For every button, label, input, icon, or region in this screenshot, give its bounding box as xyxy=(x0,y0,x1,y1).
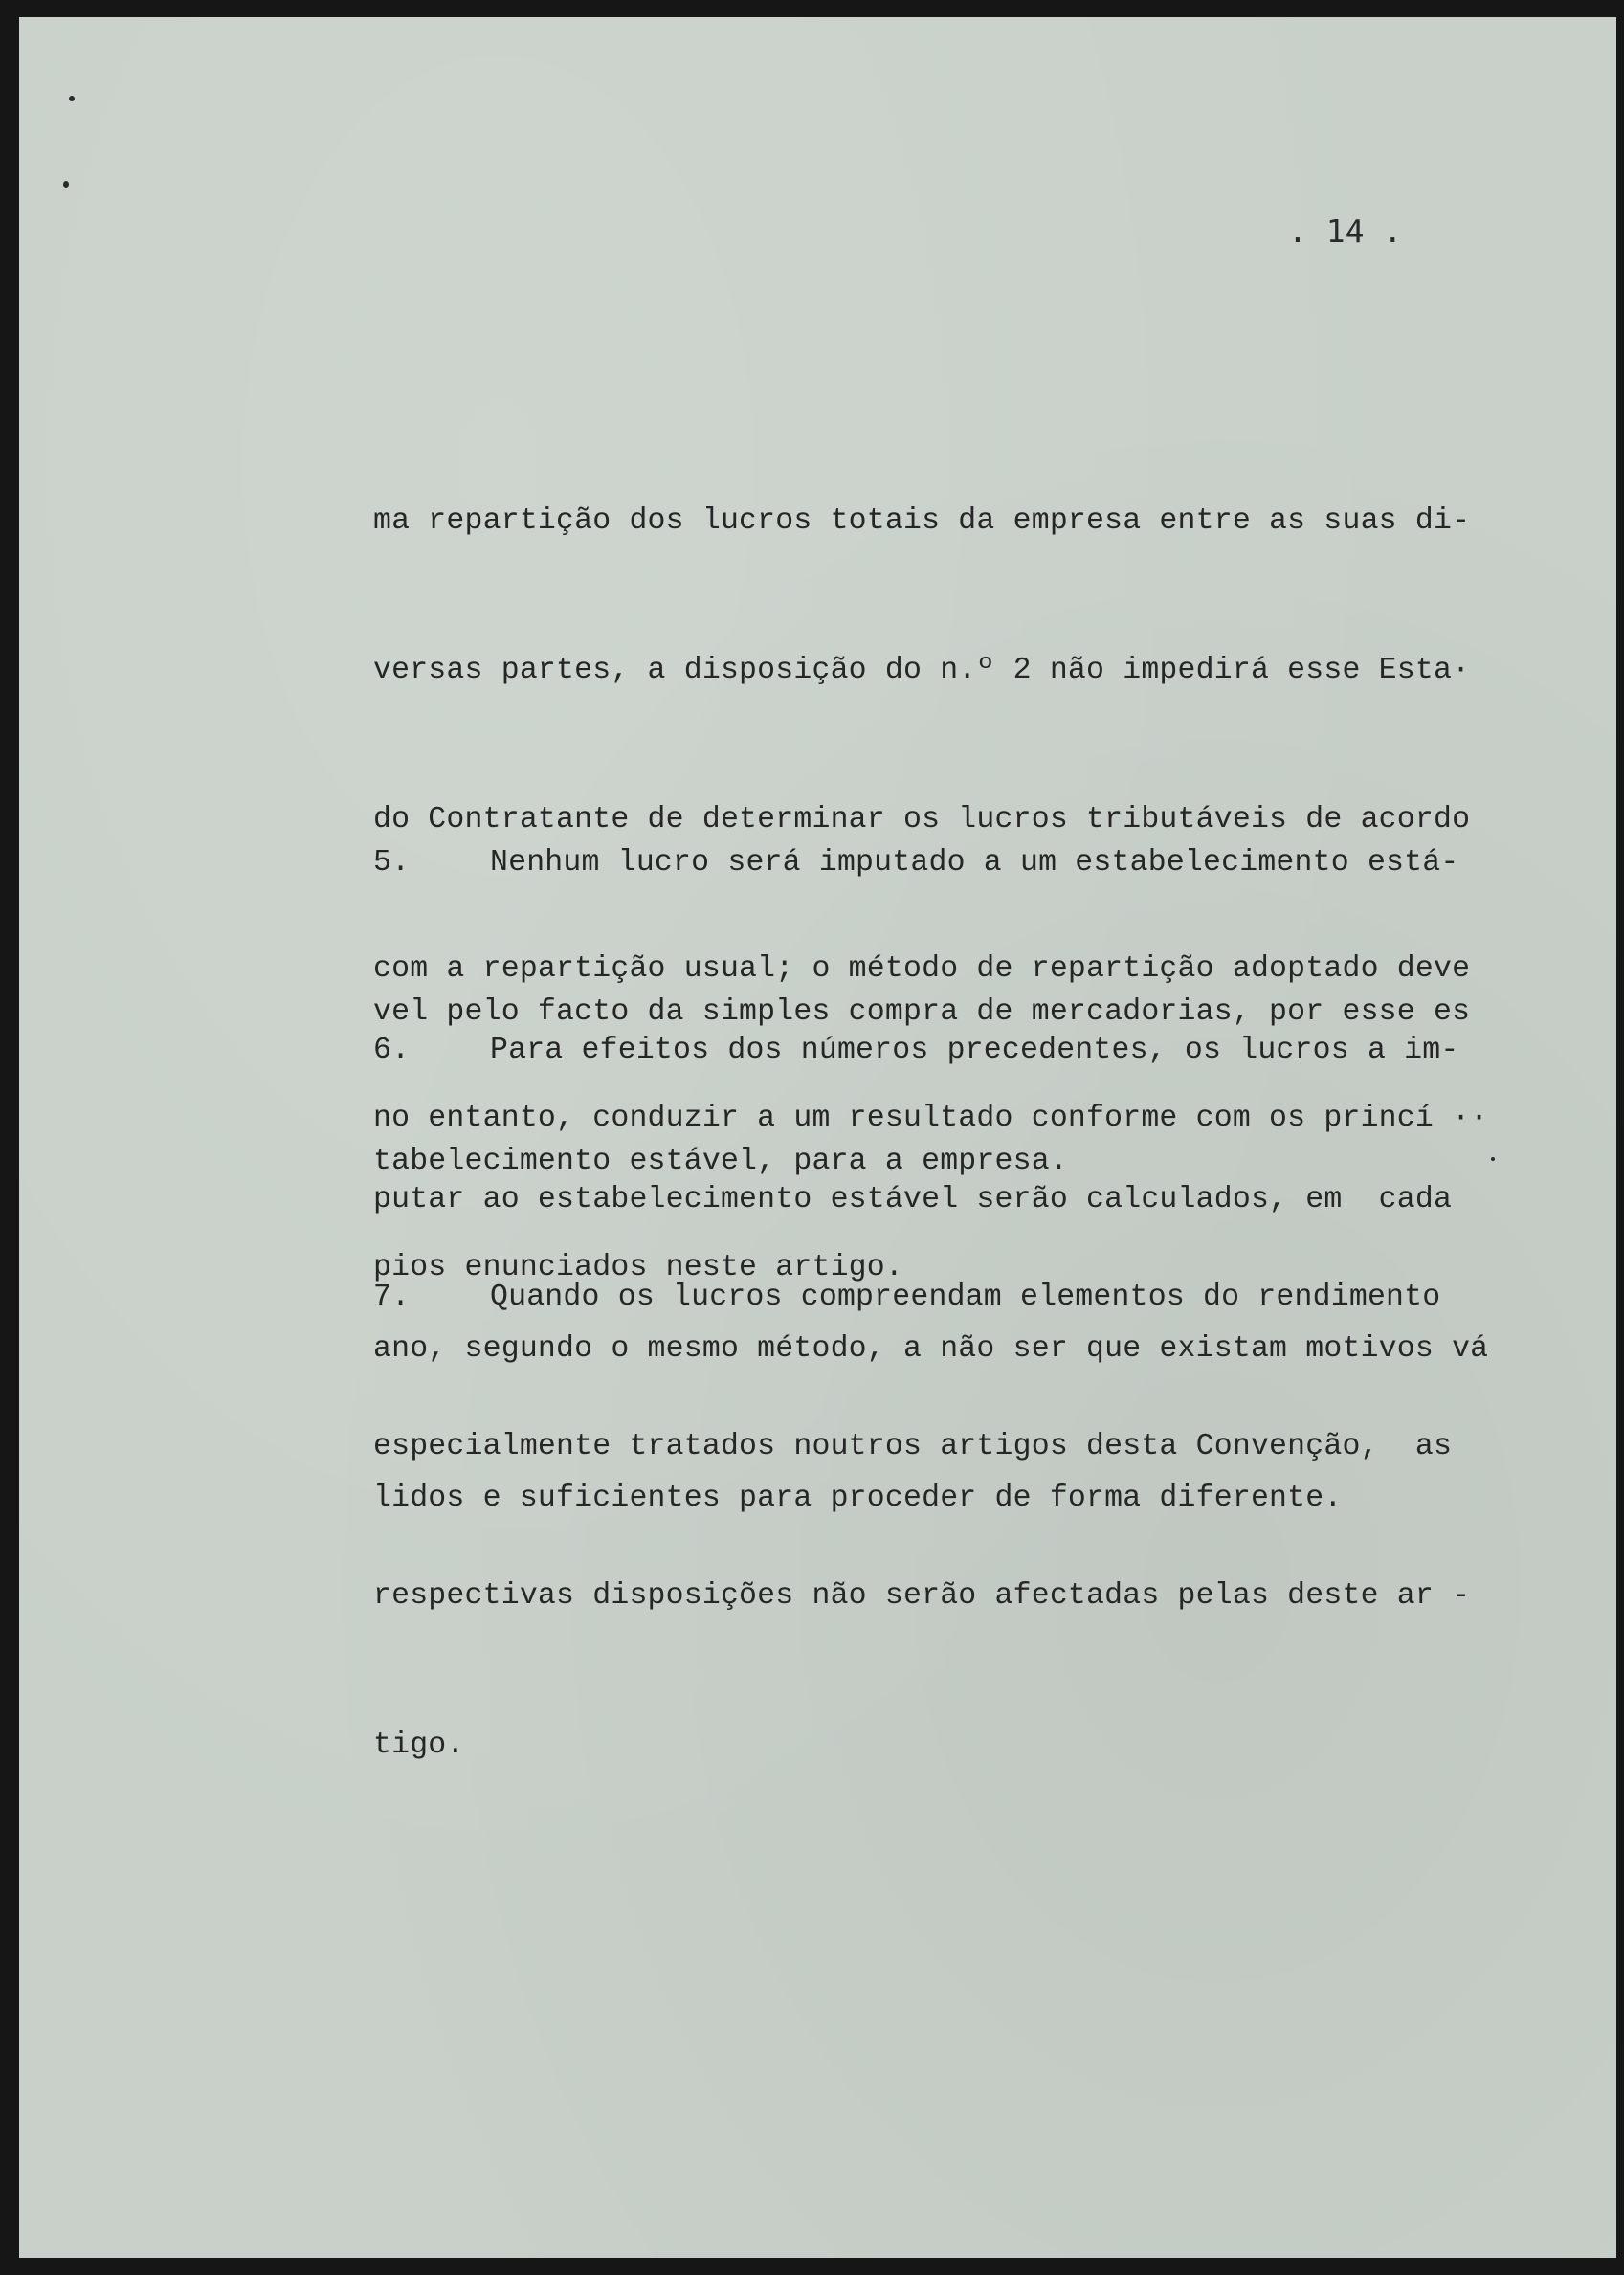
text-line: ma repartição dos lucros totais da empresa entre as suas di- xyxy=(373,504,1471,538)
text-line: vel pelo facto da simples compra de mercadorias, por esse es xyxy=(373,995,1471,1029)
text-line xyxy=(373,1273,1470,1323)
text-line: putar ao estabelecimento estável serão calculados, em cada xyxy=(373,1183,1453,1216)
text-line xyxy=(373,838,1470,888)
paragraph-7 xyxy=(373,1173,1470,1870)
text-line: com a repartição usual; o método de repartição adoptado deve xyxy=(373,952,1471,986)
paragraph-number: 7. xyxy=(373,1281,411,1314)
text-line: lidos e suficientes para proceder de forma diferente. xyxy=(373,1482,1343,1515)
punch-mark-top xyxy=(69,96,75,101)
line-text: Para efeitos dos números precedentes, os lucros a im- xyxy=(490,1034,1459,1067)
paragraph-number: 5. xyxy=(373,846,411,880)
text-line: tigo. xyxy=(373,1729,465,1762)
text-line: do Contratante de determinar os lucros tributáveis de acordo xyxy=(373,803,1471,836)
text-line: respectivas disposições não serão afectadas pelas deste ar - xyxy=(373,1579,1471,1613)
page-number: . 14 . xyxy=(1288,212,1403,250)
paragraph-number: 6. xyxy=(373,1034,411,1067)
line-text: Nenhum lucro será imputado a um estabelecimento está- xyxy=(490,846,1459,880)
line-text: Quando os lucros compreendam elementos do rendimento xyxy=(490,1281,1441,1314)
punch-mark-bottom xyxy=(63,181,69,188)
margin-speck xyxy=(1491,1157,1495,1161)
text-line xyxy=(373,1026,1488,1076)
text-line: pios enunciados neste artigo. xyxy=(373,1251,903,1284)
text-line: ano, segundo o mesmo método, a não ser que existam motivos vá xyxy=(373,1332,1489,1366)
text-line: tabelecimento estável, para a empresa. xyxy=(373,1145,1068,1178)
text-line: especialmente tratados noutros artigos desta Convenção, as xyxy=(373,1430,1453,1463)
text-line: no entanto, conduzir a um resultado conforme com os princí ·· xyxy=(373,1102,1489,1135)
text-line: versas partes, a disposição do n.º 2 não impedirá esse Esta· xyxy=(373,654,1471,687)
